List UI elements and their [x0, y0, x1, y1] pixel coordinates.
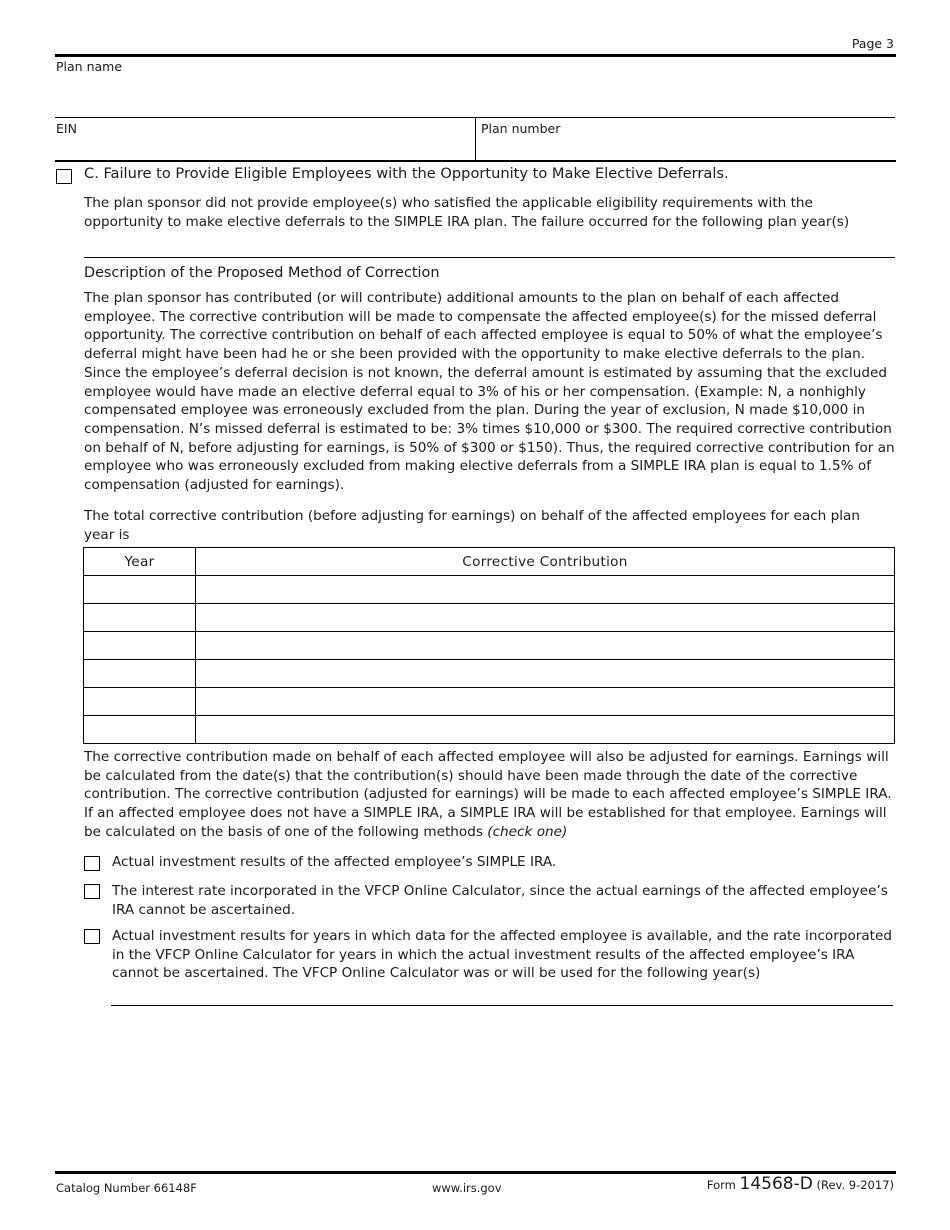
- contribution-cell[interactable]: [196, 660, 895, 688]
- form-number: 14568-D: [739, 1174, 813, 1194]
- plan-name-label: Plan name: [56, 59, 123, 74]
- corrective-contribution-table: [83, 547, 895, 744]
- year-cell[interactable]: [84, 576, 196, 604]
- year-cell[interactable]: [84, 660, 196, 688]
- correction-heading: Description of the Proposed Method of Correction: [84, 265, 440, 281]
- table-row: [84, 604, 895, 632]
- year-cell[interactable]: [84, 688, 196, 716]
- table-row: [84, 660, 895, 688]
- section-c-title: C. Failure to Provide Eligible Employees with the Opportunity to Make Elective Deferrals.: [84, 165, 729, 182]
- year-cell[interactable]: [84, 604, 196, 632]
- table-row: [84, 576, 895, 604]
- year-cell[interactable]: [84, 632, 196, 660]
- check-one-note: (check one): [487, 823, 568, 840]
- table-row: [84, 688, 895, 716]
- irs-website: www.irs.gov: [432, 1181, 502, 1195]
- table-row: [84, 632, 895, 660]
- catalog-number: Catalog Number 66148F: [56, 1181, 197, 1195]
- earnings-text: [84, 748, 896, 842]
- calculator-years-field[interactable]: [111, 982, 892, 1004]
- total-contribution-text: The total corrective contribution (before adjusting for earnings) on behalf of the affected employees for each plan year is: [84, 508, 860, 543]
- table-row: [84, 716, 895, 744]
- contribution-column-header: Corrective Contribution: [196, 548, 895, 576]
- year-cell[interactable]: [84, 716, 196, 744]
- ein-label: EIN: [56, 121, 77, 136]
- contribution-cell[interactable]: [196, 576, 895, 604]
- ein-divider: [475, 117, 476, 162]
- form-prefix: Form: [706, 1178, 736, 1192]
- plan-years-rule: [84, 257, 895, 258]
- ein-field[interactable]: [55, 137, 473, 161]
- section-c-checkbox[interactable]: [56, 169, 72, 184]
- form-identifier: [707, 1174, 894, 1194]
- form-revision: (Rev. 9-2017): [816, 1178, 894, 1192]
- contribution-cell[interactable]: [196, 604, 895, 632]
- option-3-checkbox[interactable]: [84, 929, 100, 944]
- header-rule: [55, 54, 896, 57]
- contribution-cell[interactable]: [196, 716, 895, 744]
- calculator-years-rule: [111, 1005, 893, 1006]
- table-header-row: [84, 548, 895, 576]
- option-2-label: The interest rate incorporated in the VFCP Online Calculator, since the actual earnings of the affected employee’s IRA cannot be ascertained.: [112, 883, 888, 918]
- plan-years-field[interactable]: [84, 233, 894, 256]
- option-1-label: Actual investment results of the affected employee’s SIMPLE IRA.: [112, 854, 557, 870]
- plan-number-label: Plan number: [481, 121, 561, 136]
- plan-number-field[interactable]: [478, 137, 894, 161]
- correction-text: The plan sponsor has contributed (or will contribute) additional amounts to the plan on behalf of each affected employee. The corrective contribution will be made to compensate the affected employee(s) for the missed deferral opportunity. The corrective contribution on behalf of each affected employee is equal to 50% of what the employee’s deferral might have been had he or she been provided with the opportunity to make elective deferrals to the plan. Since the employee’s deferral decision is not known, the deferral amount is estimated by assuming that the excluded employee would have made an elective deferral equal to 3% of his or her compensation. (Example: N, a nonhighly compensated employee was erroneously excluded from the plan. During the year of exclusion, N made $10,000 in compensation. N’s missed deferral is estimated to be: 3% times $10,000 or $300. The required corrective contribution on behalf of N, before adjusting for earnings, is 50% of $300 or $150). Thus, the required corrective contribution for an employee who was erroneously excluded from making elective deferrals from a SIMPLE IRA plan is equal to 1.5% of compensation (adjusted for earnings).: [84, 290, 895, 494]
- option-3-label: Actual investment results for years in which data for the affected employee is available, and the rate incorporated in the VFCP Online Calculator for years in which the actual investment results of the affected employee’s IRA cannot be ascertained. The VFCP Online Calculator was or will be used for the following year(s): [112, 928, 893, 982]
- option-1-checkbox[interactable]: [84, 856, 100, 871]
- earnings-text-body: The corrective contribution made on behalf of each affected employee will also be adjusted for earnings. Earnings will be calculated from the date(s) that the contribution(s) should have been made through the date of the corrective contribution. The corrective contribution (adjusted for earnings) will be made to each affected employee’s SIMPLE IRA. If an affected employee does not have a SIMPLE IRA, a SIMPLE IRA will be established for that employee. Earnings will be calculated on the basis of one of the following methods: [84, 749, 892, 840]
- ein-rule: [55, 160, 896, 162]
- section-c-intro: The plan sponsor did not provide employee(s) who satisfied the applicable eligibility requirements with the opportunity to make elective deferrals to the SIMPLE IRA plan. The failure occurred for the following plan year(s): [84, 195, 850, 230]
- contribution-cell[interactable]: [196, 632, 895, 660]
- option-2-checkbox[interactable]: [84, 884, 100, 899]
- year-column-header: Year: [84, 548, 196, 576]
- plan-name-field[interactable]: [55, 76, 895, 116]
- page-number: Page 3: [851, 36, 894, 51]
- contribution-cell[interactable]: [196, 688, 895, 716]
